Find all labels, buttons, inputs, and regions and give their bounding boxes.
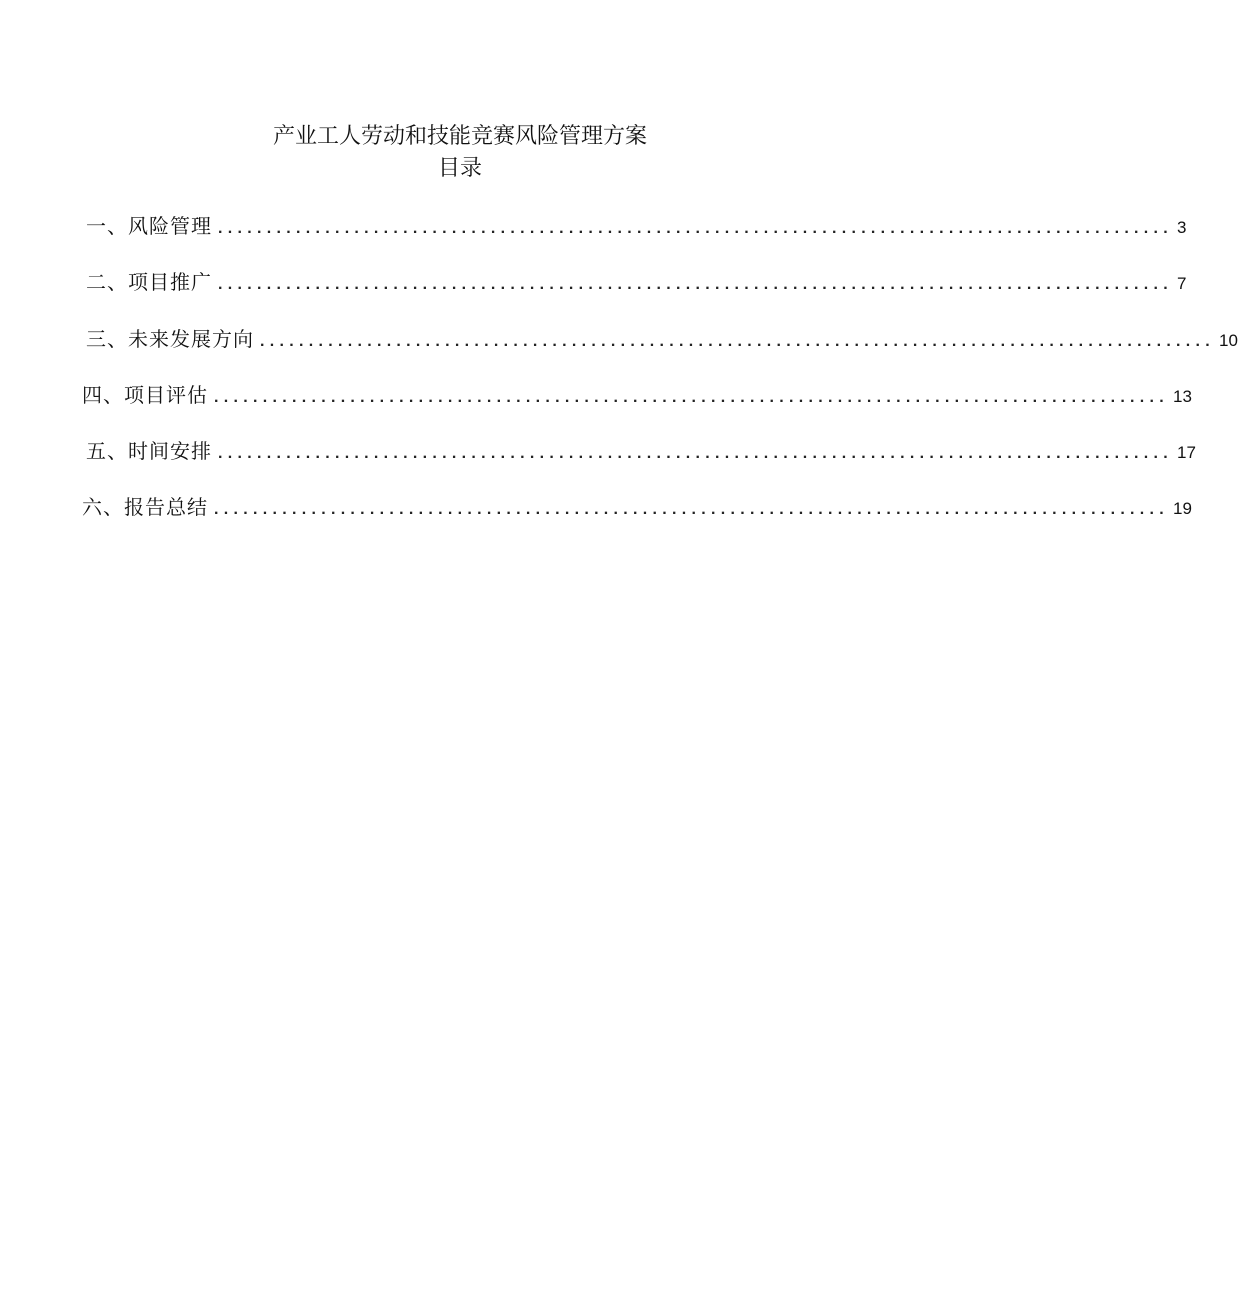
- toc-page-number: 10: [1219, 331, 1238, 350]
- document-title: 产业工人劳动和技能竞赛风险管理方案: [272, 124, 647, 149]
- toc-dot-leader: ..................................................................................................: [218, 220, 1174, 237]
- toc-entry-label: 三、未来发展方向: [86, 327, 254, 351]
- toc-dot-leader: ..................................................................................................: [218, 276, 1174, 293]
- toc-entry-project-promotion[interactable]: [86, 267, 1187, 297]
- toc-page-number: 3: [1177, 218, 1187, 237]
- toc-dot-leader: ..................................................................................................: [260, 333, 1216, 350]
- toc-entry-schedule[interactable]: [86, 436, 1196, 466]
- toc-dot-leader: ..................................................................................................: [214, 389, 1170, 406]
- toc-entry-report-summary[interactable]: [82, 492, 1192, 522]
- toc-page-number: 19: [1173, 499, 1192, 518]
- toc-entry-label: 四、项目评估: [82, 383, 208, 407]
- toc-heading: 目录: [437, 156, 482, 181]
- toc-entry-label: 六、报告总结: [82, 495, 208, 519]
- toc-entry-label: 五、时间安排: [86, 439, 212, 463]
- toc-page-number: 13: [1173, 387, 1192, 406]
- toc-entry-label: 一、风险管理: [86, 214, 212, 238]
- toc-entry-future-direction[interactable]: [86, 324, 1238, 354]
- toc-page-number: 7: [1177, 274, 1187, 293]
- toc-page-number: 17: [1177, 443, 1196, 462]
- toc-dot-leader: ..................................................................................................: [218, 445, 1174, 462]
- toc-entry-project-evaluation[interactable]: [82, 380, 1192, 410]
- toc-entry-risk-management[interactable]: [86, 211, 1187, 241]
- toc-dot-leader: ..................................................................................................: [214, 501, 1170, 518]
- toc-entry-label: 二、项目推广: [86, 270, 212, 294]
